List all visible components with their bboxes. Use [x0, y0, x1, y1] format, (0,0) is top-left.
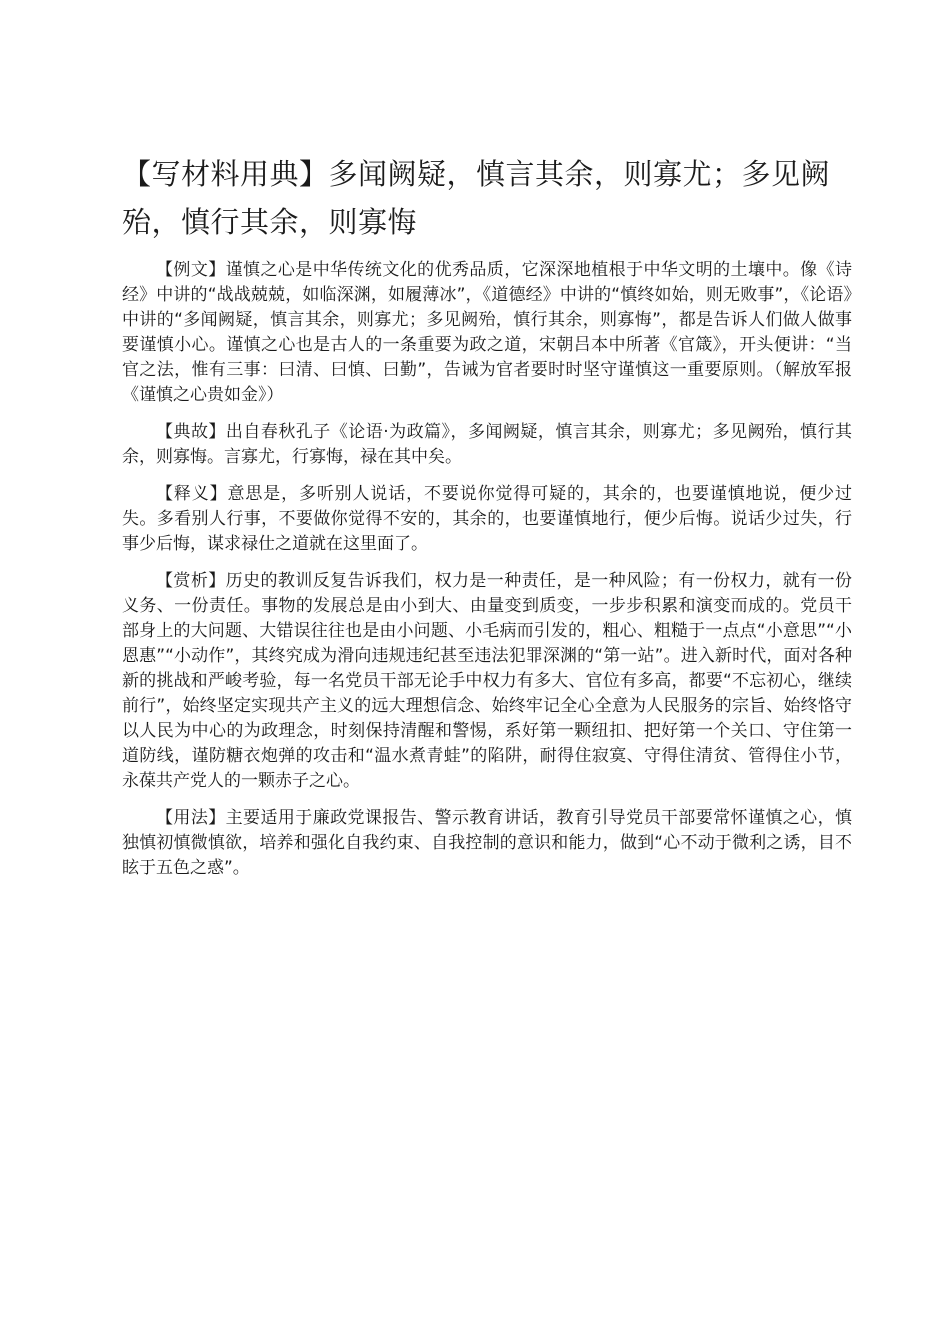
paragraph-origin: 【典故】出自春秋孔子《论语·为政篇》，多闻阙疑，慎言其余，则寡尤；多见阙殆，慎行其余，则寡悔。言寡尤，行寡悔，禄在其中矣。 — [122, 422, 852, 467]
document-title: 【写材料用典】多闻阙疑，慎言其余，则寡尤；多见阙殆，慎行其余，则寡悔 — [122, 157, 831, 239]
paragraph-meaning: 【释义】意思是，多听别人说话，不要说你觉得可疑的，其余的，也要谨慎地说，便少过失。多看别人行事，不要做你觉得不安的，其余的，也要谨慎地行，便少后悔。说话少过失，行事少后悔，谋求禄仕之道就在这里面了。 — [122, 484, 852, 554]
paragraph-example: 【例文】谨慎之心是中华传统文化的优秀品质，它深深地植根于中华文明的土壤中。像《诗经》中讲的“战战兢兢，如临深渊，如履薄冰”，《道德经》中讲的“慎终如始，则无败事”，《论语》中讲的“多闻阙疑，慎言其余，则寡尤；多见阙殆，慎行其余，则寡悔”，都是告诉人们做人做事要谨慎小心。谨慎之心也是古人的一条重要为政之道，宋朝吕本中所著《官箴》，开头便讲：“当官之法，惟有三事：曰清、曰慎、曰勤”，告诫为官者要时时坚守谨慎这一重要原则。（解放军报《谨慎之心贵如金》） — [122, 260, 852, 405]
document-page — [122, 150, 852, 893]
paragraph-appreciation: 【赏析】历史的教训反复告诉我们，权力是一种责任，是一种风险；有一份权力，就有一份义务、一份责任。事物的发展总是由小到大、由量变到质变，一步步积累和演变而成的。党员干部身上的大问题、大错误往往也是由小问题、小毛病而引发的，粗心、粗糙于一点点“小意思”“小恩惠”“小动作”，其终究成为滑向违规违纪甚至违法犯罪深渊的“第一站”。进入新时代，面对各种新的挑战和严峻考验，每一名党员干部无论手中权力有多大、官位有多高，都要“不忘初心，继续前行”，始终坚定实现共产主义的远大理想信念、始终牢记全心全意为人民服务的宗旨、始终恪守以人民为中心的为政理念，时刻保持清醒和警惕，系好第一颗纽扣、把好第一个关口、守住第一道防线，谨防糖衣炮弹的攻击和“温水煮青蛙”的陷阱，耐得住寂寞、守得住清贫、管得住小节，永葆共产党人的一颗赤子之心。 — [122, 571, 852, 791]
paragraph-usage: 【用法】主要适用于廉政党课报告、警示教育讲话，教育引导党员干部要常怀谨慎之心，慎独慎初慎微慎欲，培养和强化自我约束、自我控制的意识和能力，做到“心不动于微利之诱，目不眩于五色之惑”。 — [122, 808, 852, 878]
